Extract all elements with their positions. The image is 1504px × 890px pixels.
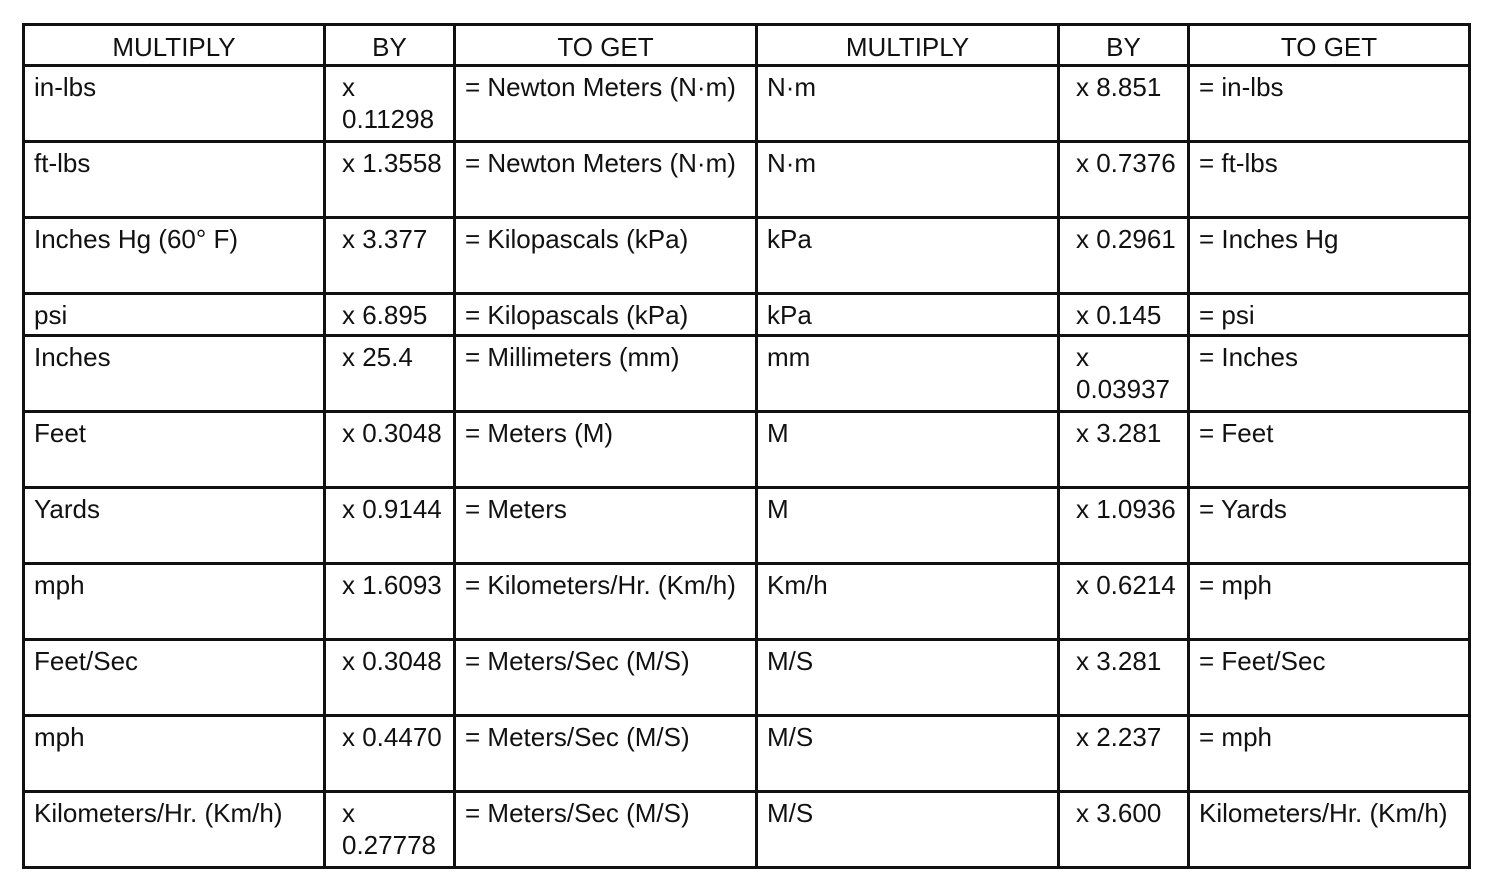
to-unit: = Newton Meters (N·m) [455,66,757,142]
reverse-to-unit: = ft-lbs [1189,142,1470,218]
to-unit: = Kilometers/Hr. (Km/h) [455,564,757,640]
reverse-factor: x 0.7376 [1059,142,1189,218]
header-row [24,25,1470,66]
reverse-from-unit: M/S [757,792,1059,868]
reverse-to-unit: = Feet/Sec [1189,640,1470,716]
reverse-from-unit: M/S [757,640,1059,716]
to-unit: = Millimeters (mm) [455,336,757,412]
reverse-factor: x 2.237 [1059,716,1189,792]
reverse-from-unit: mm [757,336,1059,412]
table-row [24,640,1470,716]
from-unit: ft-lbs [24,142,325,218]
reverse-factor: x 0.2961 [1059,218,1189,294]
table-row [24,564,1470,640]
header-to-get: TO GET [455,25,757,66]
from-unit: in-lbs [24,66,325,142]
table-row [24,716,1470,792]
reverse-from-unit: M [757,488,1059,564]
factor: x 3.377 [325,218,455,294]
reverse-from-unit: M [757,412,1059,488]
table-row [24,792,1470,868]
reverse-factor: x 0.6214 [1059,564,1189,640]
to-unit: = Meters/Sec (M/S) [455,640,757,716]
table-row [24,66,1470,142]
header-to-get-reverse: TO GET [1189,25,1470,66]
reverse-to-unit: = Inches Hg [1189,218,1470,294]
table-row [24,142,1470,218]
to-unit: = Kilopascals (kPa) [455,294,757,336]
header-by: BY [325,25,455,66]
from-unit: Inches [24,336,325,412]
reverse-to-unit: = in-lbs [1189,66,1470,142]
from-unit: mph [24,716,325,792]
header-by-reverse: BY [1059,25,1189,66]
factor: x 0.3048 [325,640,455,716]
reverse-factor: x 0.03937 [1059,336,1189,412]
factor: x 0.27778 [325,792,455,868]
table-row [24,412,1470,488]
reverse-from-unit: Km/h [757,564,1059,640]
to-unit: = Meters/Sec (M/S) [455,716,757,792]
from-unit: Kilometers/Hr. (Km/h) [24,792,325,868]
factor: x 0.11298 [325,66,455,142]
reverse-to-unit: Kilometers/Hr. (Km/h) [1189,792,1470,868]
factor: x 0.4470 [325,716,455,792]
table-row [24,488,1470,564]
reverse-from-unit: kPa [757,294,1059,336]
factor: x 0.3048 [325,412,455,488]
to-unit: = Meters [455,488,757,564]
reverse-from-unit: kPa [757,218,1059,294]
to-unit: = Newton Meters (N·m) [455,142,757,218]
header-multiply: MULTIPLY [24,25,325,66]
reverse-to-unit: = Yards [1189,488,1470,564]
reverse-to-unit: = Feet [1189,412,1470,488]
reverse-factor: x 8.851 [1059,66,1189,142]
reverse-from-unit: M/S [757,716,1059,792]
reverse-to-unit: = Inches [1189,336,1470,412]
table-row [24,336,1470,412]
from-unit: Yards [24,488,325,564]
factor: x 1.6093 [325,564,455,640]
from-unit: mph [24,564,325,640]
reverse-to-unit: = mph [1189,564,1470,640]
reverse-factor: x 3.281 [1059,412,1189,488]
reverse-factor: x 3.600 [1059,792,1189,868]
factor: x 1.3558 [325,142,455,218]
from-unit: Inches Hg (60° F) [24,218,325,294]
reverse-factor: x 3.281 [1059,640,1189,716]
reverse-to-unit: = psi [1189,294,1470,336]
header-multiply-reverse: MULTIPLY [757,25,1059,66]
to-unit: = Meters/Sec (M/S) [455,792,757,868]
conversion-table [22,23,1471,869]
factor: x 6.895 [325,294,455,336]
reverse-factor: x 0.145 [1059,294,1189,336]
reverse-factor: x 1.0936 [1059,488,1189,564]
from-unit: psi [24,294,325,336]
from-unit: Feet [24,412,325,488]
table-row [24,294,1470,336]
to-unit: = Meters (M) [455,412,757,488]
reverse-from-unit: N·m [757,142,1059,218]
from-unit: Feet/Sec [24,640,325,716]
to-unit: = Kilopascals (kPa) [455,218,757,294]
reverse-to-unit: = mph [1189,716,1470,792]
reverse-from-unit: N·m [757,66,1059,142]
factor: x 25.4 [325,336,455,412]
factor: x 0.9144 [325,488,455,564]
table-row [24,218,1470,294]
